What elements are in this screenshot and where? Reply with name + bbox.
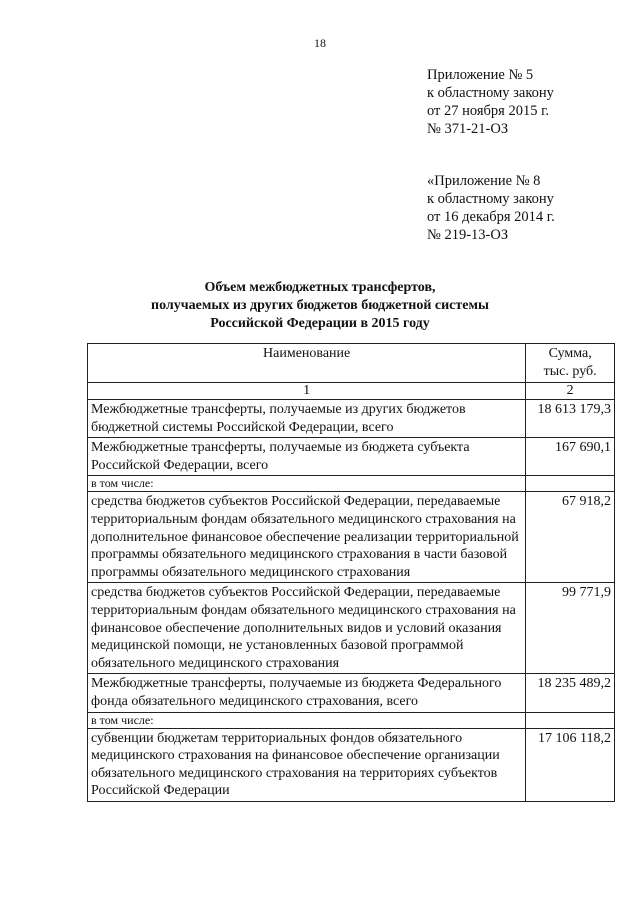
table-header-row [88, 344, 615, 383]
row-name: Межбюджетные трансферты, получаемые из других бюджетов бюджетной системы Российской Федерации, всего [88, 400, 526, 438]
table-row [88, 583, 615, 674]
annex-current-line: от 27 ноября 2015 г. [427, 103, 550, 119]
index-col-2: 2 [526, 383, 615, 400]
table-row [88, 400, 615, 438]
annex-amended-line: к областному закону [427, 191, 554, 207]
row-name: Межбюджетные трансферты, получаемые из бюджета субъекта Российской Федерации, всего [88, 438, 526, 476]
annex-current-line: к областному закону [427, 85, 554, 101]
row-name: Межбюджетные трансферты, получаемые из бюджета Федерального фонда обязательного медицинского страхования, всего [88, 674, 526, 712]
table-row [88, 728, 615, 801]
annex-amended-line: № 219-13-ОЗ [427, 227, 509, 243]
row-name: в том числе: [88, 476, 526, 492]
row-sum [526, 476, 615, 492]
header-sum-line: Сумма, [548, 346, 592, 361]
row-sum [526, 712, 615, 728]
header-sum [526, 344, 615, 383]
annex-reference-current [427, 66, 554, 138]
title-line: получаемых из других бюджетов бюджетной системы [151, 298, 489, 313]
annex-reference-amended [427, 172, 555, 244]
annex-current-line: № 371-21-ОЗ [427, 121, 509, 137]
annex-amended-line: от 16 декабря 2014 г. [427, 209, 555, 225]
row-sum: 67 918,2 [526, 492, 615, 583]
document-title [0, 279, 640, 333]
title-line: Объем межбюджетных трансфертов, [204, 280, 436, 295]
transfers-table [87, 343, 615, 802]
row-sum: 17 106 118,2 [526, 728, 615, 801]
title-line: Российской Федерации в 2015 году [210, 316, 430, 331]
page-number: 18 [314, 36, 326, 50]
table-row [88, 492, 615, 583]
row-sum: 18 235 489,2 [526, 674, 615, 712]
table-row [88, 438, 615, 476]
annex-current-line: Приложение № 5 [427, 67, 534, 83]
annex-amended-line: «Приложение № 8 [427, 173, 541, 189]
row-name: субвенции бюджетам территориальных фондов обязательного медицинского страхования на финансовое обеспечение организации обязательного медицинского страхования на территориях субъектов Российской Федерации [88, 728, 526, 801]
row-sum: 18 613 179,3 [526, 400, 615, 438]
row-name: в том числе: [88, 712, 526, 728]
row-sum: 167 690,1 [526, 438, 615, 476]
table-row [88, 674, 615, 712]
row-name: средства бюджетов субъектов Российской Федерации, передаваемые территориальным фондам обязательного медицинского страхования на дополнительное финансовое обеспечение реализации территориальной программы обязательного медицинского страхования в части базовой программы обязательного медицинского страхования [88, 492, 526, 583]
index-col-1: 1 [88, 383, 526, 400]
header-name: Наименование [88, 344, 526, 383]
table-row [88, 712, 615, 728]
table-index-row [88, 383, 615, 400]
row-sum: 99 771,9 [526, 583, 615, 674]
row-name: средства бюджетов субъектов Российской Федерации, передаваемые территориальным фондам обязательного медицинского страхования на финансовое обеспечение дополнительных видов и условий оказания медицинской помощи, не установленных базовой программой обязательного медицинского страхования [88, 583, 526, 674]
header-sum-line: тыс. руб. [543, 363, 597, 379]
table-row [88, 476, 615, 492]
